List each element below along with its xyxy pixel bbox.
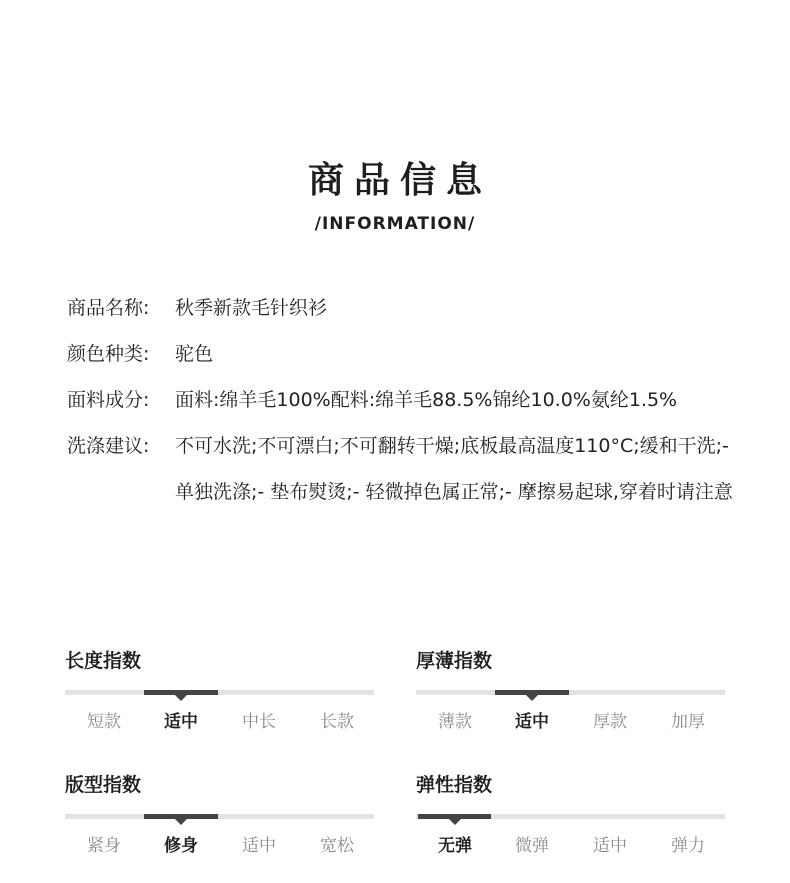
index-bar: [416, 690, 725, 695]
index-option: 长款: [320, 712, 354, 732]
info-value: 不可水洗;不可漂白;不可翻转干燥;底板最高温度110°C;缓和干洗;- 单独洗涤;- 垫布熨烫;- 轻微掉色属正常;- 摩擦易起球,穿着时请注意: [175, 435, 733, 503]
info-row-care: [67, 423, 737, 515]
section-title: 商品信息: [307, 160, 492, 201]
info-label: 颜色种类:: [67, 343, 150, 365]
index-option: 厚款: [593, 712, 627, 732]
index-title: 厚薄指数: [416, 650, 493, 672]
info-label: 商品名称:: [67, 297, 150, 319]
index-bar: [416, 814, 725, 819]
index-option: 适中: [593, 836, 627, 856]
product-info-list: [67, 285, 737, 515]
index-option: 微弹: [515, 836, 549, 856]
info-row-material: [67, 377, 737, 423]
info-value: 驼色: [175, 343, 214, 365]
index-option: 加厚: [671, 712, 705, 732]
index-option: 短款: [87, 712, 121, 732]
index-options: [416, 834, 725, 858]
info-label: 洗涤建议:: [67, 435, 150, 457]
index-option: 宽松: [320, 836, 354, 856]
info-label: 面料成分:: [67, 389, 150, 411]
index-option: 无弹: [438, 836, 472, 856]
index-option: 紧身: [87, 836, 121, 856]
index-option: 适中: [515, 712, 549, 732]
index-bar: [65, 814, 374, 819]
index-option: 适中: [242, 836, 276, 856]
index-title: 长度指数: [65, 650, 142, 672]
info-value: 秋季新款毛针织衫: [175, 297, 328, 319]
elasticity-index: [416, 772, 725, 856]
index-bar: [65, 690, 374, 695]
index-options: [416, 710, 725, 734]
index-title: 版型指数: [65, 774, 142, 796]
index-title: 弹性指数: [416, 774, 493, 796]
index-option: 中长: [242, 712, 276, 732]
section-subtitle: /INFORMATION/: [314, 214, 476, 234]
length-index: [65, 648, 374, 732]
index-option: 修身: [164, 836, 198, 856]
index-option: 适中: [164, 712, 198, 732]
fit-index: [65, 772, 374, 856]
index-active-marker: [144, 814, 217, 819]
index-option: 弹力: [671, 836, 705, 856]
index-active-marker: [495, 690, 568, 695]
info-value: 面料:绵羊毛100%配料:绵羊毛88.5%锦纶10.0%氨纶1.5%: [175, 389, 678, 411]
index-active-marker: [418, 814, 491, 819]
index-options: [65, 834, 374, 858]
info-row-color: [67, 331, 737, 377]
index-option: 薄款: [438, 712, 472, 732]
index-active-marker: [144, 690, 217, 695]
index-options: [65, 710, 374, 734]
info-row-name: [67, 285, 737, 331]
thickness-index: [416, 648, 725, 732]
